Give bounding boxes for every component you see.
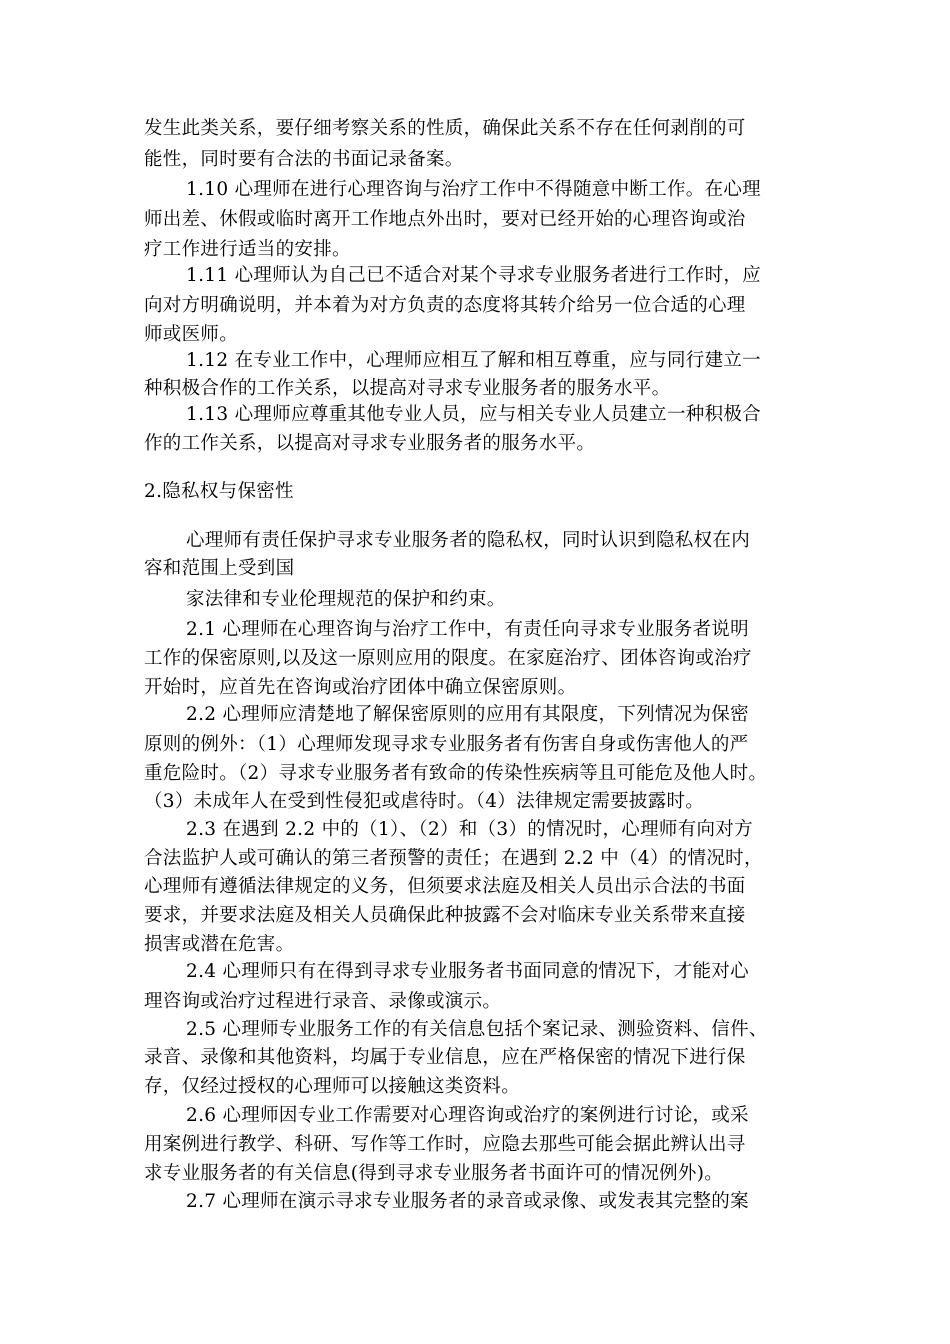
clause-1-11: 1.11 心理师认为自己已不适合对某个寻求专业服务者进行工作时，应: [186, 265, 761, 286]
text-line: 理咨询或治疗过程进行录音、录像或演示。: [144, 991, 502, 1012]
clause-1-12: 1.12 在专业工作中，心理师应相互了解和相互尊重，应与同行建立一: [186, 350, 761, 371]
clause-2-7: 2.7 心理师在演示寻求专业服务者的录音或录像、或发表其完整的案: [186, 1191, 749, 1212]
clause-2-4: 2.4 心理师只有在得到寻求专业服务者书面同意的情况下，才能对心: [186, 961, 749, 982]
clause-2-2: 2.2 心理师应清楚地了解保密原则的应用有其限度，下列情况为保密: [186, 704, 749, 725]
text-line: 损害或潜在危害。: [144, 934, 295, 955]
text-line: 师或医师。: [144, 324, 239, 345]
text-line: 合法监护人或可确认的第三者预警的责任；在遇到 2.2 中（4）的情况时，: [144, 848, 763, 869]
text-line: 发生此类关系，要仔细考察关系的性质，确保此关系不存在任何剥削的可: [144, 118, 746, 139]
text-line: 疗工作进行适当的安排。: [144, 239, 351, 260]
text-line: 种积极合作的工作关系，以提高对寻求专业服务者的服务水平。: [144, 378, 671, 399]
clause-2-3: 2.3 在遇到 2.2 中的（1）、（2）和（3）的情况时，心理师有向对方: [186, 819, 753, 840]
text-line: 要求，并要求法庭及相关人员确保此种披露不会对临床专业关系带来直接: [144, 905, 746, 926]
text-line: 原则的例外：（1）心理师发现寻求专业服务者有伤害自身或伤害他人的严: [144, 734, 749, 755]
text-line: 向对方明确说明，并本着为对方负责的态度将其转介给另一位合适的心理: [144, 295, 746, 316]
clause-2-5: 2.5 心理师专业服务工作的有关信息包括个案记录、测验资料、信件、: [186, 1019, 768, 1040]
text-line: 录音、录像和其他资料，均属于专业信息，应在严格保密的情况下进行保: [144, 1047, 746, 1068]
text-line: 求专业服务者的有关信息(得到寻求专业服务者书面许可的情况例外)。: [144, 1163, 724, 1184]
clause-2-6: 2.6 心理师因专业工作需要对心理咨询或治疗的案例进行讨论，或采: [186, 1105, 749, 1126]
text-line: 师出差、休假或临时离开工作地点外出时，要对已经开始的心理咨询或治: [144, 209, 746, 230]
text-line: 存，仅经过授权的心理师可以接触这类资料。: [144, 1076, 521, 1097]
text-line: 心理师有遵循法律规定的义务，但须要求法庭及相关人员出示合法的书面: [144, 876, 746, 897]
text-line: 能性，同时要有合法的书面记录备案。: [144, 149, 464, 170]
section-intro: 心理师有责任保护寻求专业服务者的隐私权，同时认识到隐私权在内: [186, 530, 751, 551]
text-line: 家法律和专业伦理规范的保护和约束。: [186, 589, 506, 610]
text-line: （3）未成年人在受到性侵犯或虐待时。（4）法律规定需要披露时。: [144, 791, 705, 812]
section-heading-privacy: 2.隐私权与保密性: [144, 481, 294, 502]
clause-2-1: 2.1 心理师在心理咨询与治疗工作中，有责任向寻求专业服务者说明: [186, 619, 749, 640]
text-line: 用案例进行教学、科研、写作等工作时，应隐去那些可能会据此辨认出寻: [144, 1134, 746, 1155]
text-line: 作的工作关系，以提高对寻求专业服务者的服务水平。: [144, 433, 596, 454]
text-line: 开始时，应首先在咨询或治疗团体中确立保密原则。: [144, 677, 577, 698]
text-line: 容和范围上受到国: [144, 558, 295, 579]
text-line: 工作的保密原则,以及这一原则应用的限度。在家庭治疗、团体咨询或治疗: [144, 648, 752, 669]
text-line: 重危险时。（2）寻求专业服务者有致命的传染性疾病等且可能危及他人时。: [144, 763, 768, 784]
clause-1-13: 1.13 心理师应尊重其他专业人员，应与相关专业人员建立一种积极合: [186, 404, 761, 425]
clause-1-10: 1.10 心理师在进行心理咨询与治疗工作中不得随意中断工作。在心理: [186, 179, 761, 200]
